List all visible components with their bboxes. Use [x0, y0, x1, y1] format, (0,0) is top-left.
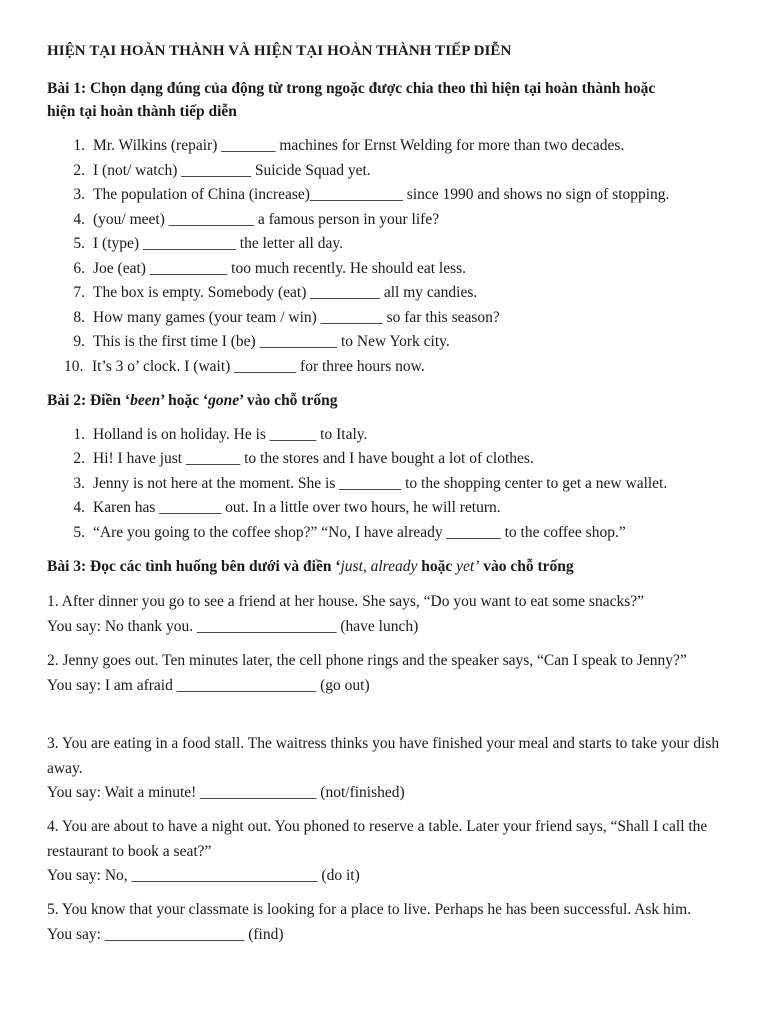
- exercise-3-heading: Bài 3: Đọc các tình huống bên dưới và điền ‘just, already hoặc yet’ vào chỗ trống: [47, 558, 574, 575]
- situation-1: [47, 590, 727, 639]
- situation-answer: You say: I am afraid __________________ (go out): [47, 676, 370, 694]
- situation-question: 1. After dinner you go to see a friend at her house. She says, “Do you want to eat some snacks?”: [47, 593, 645, 610]
- situation-answer: You say: No thank you. __________________ (have lunch): [47, 617, 419, 635]
- page-title: HIỆN TẠI HOÀN THÀNH VÀ HIỆN TẠI HOÀN THÀNH TIẾP DIỄN: [47, 43, 512, 59]
- situation-answer: You say: Wait a minute! _______________ (not/finished): [47, 784, 405, 801]
- situation-question: 3. You are eating in a food stall. The waitress thinks you have finished your meal and starts to take your dish away.: [47, 735, 720, 777]
- exercise-1-heading-line1: Bài 1: Chọn dạng đúng của động từ trong ngoặc được chia theo thì hiện tại hoàn thành hoặc: [47, 80, 656, 97]
- situation-4: [47, 815, 727, 889]
- situation-question: 5. You know that your classmate is looking for a place to live. Perhaps he has been successful. Ask him.: [47, 901, 691, 918]
- worksheet-page: HIỆN TẠI HOÀN THÀNH VÀ HIỆN TẠI HOÀN THÀNH TIẾP DIỄN Bài 1: Chọn dạng đúng của động từ trong ngoặc được chia theo thì hiện tại hoàn thành hoặc hiện tại hoàn thành tiếp diễn 1. Mr. Wilkins (repair) _______ machines for Ernst Welding for more than two decades. 2. I (not/ watch) _________ Suicide Squad yet. 3. The population of China (increase)____________ since 1990 and shows no sign of stopping. 4. (you/ meet) ___________ a famous person in your life? 5. I (type) ____________ the letter all day. 6. Joe (eat) __________ too much recently. He should eat less. 7. The box is empty. Somebody (eat) _________ all my candies. 8. How many games (your team / win) ________ so far this season? 9. This is the first time I (be) __________ to New York city. 10. It’s 3 o’ clock. I (wait) ________ for three hours now. Bài 2: Điền ‘been’ hoặc ‘gone’ vào chỗ trống 1. Holland is on holiday. He is ______ to Italy. 2. Hi! I have just _______ to the stores and I have bought a lot of clothes. 3. Jenny is not here at the moment. She is ________ to the shopping center to get a new wallet. 4. Karen has ________ out. In a little over two hours, he will return. 5. “Are you going to the coffee shop?” “No, I have already _______ to the coffee shop.” Bài 3: Đọc các tình huống bên dưới và điền ‘just, already hoặc yet’ vào chỗ trống 1. After dinner you go to see a friend at her house. She says, “Do you want to eat some snacks?” You say: No thank you. __________________ (have lunch) 2. Jenny goes out. Ten minutes later, the cell phone rings and the speaker says, “Can I speak to Jenny?” You say: I am afraid __________________ (go out) 3. You are eating in a food stall. The waitress thinks you have finished your meal and starts to take your dish away. You say: Wait a minute! _______________ (not/finished) 4. You are about to have a night out. You phoned to reserve a table. Later your friend says, “Shall I call the restaurant to book a seat?” You say: No, ________________________ (do it) 5. You know that your classmate is looking for a place to live. Perhaps he has been successful. Ask him. You say: __________________ (find): [0, 0, 768, 1024]
- yet-word: yet’: [456, 558, 480, 575]
- exercise-1-heading: [47, 77, 655, 123]
- exercise-1-heading-line2: hiện tại hoàn thành tiếp diễn: [47, 103, 237, 120]
- situation-5: [47, 898, 727, 947]
- situation-3: [47, 732, 727, 806]
- situation-question: 4. You are about to have a night out. You phoned to reserve a table. Later your friend says, “Shall I call the restaurant to book a seat?”: [47, 818, 708, 860]
- been-word: been: [130, 392, 161, 409]
- situation-answer: You say: No, ________________________ (do it): [47, 867, 360, 884]
- gone-word: gone: [208, 392, 240, 409]
- situation-answer: You say: __________________ (find): [47, 925, 284, 943]
- situation-2: [47, 649, 727, 698]
- situation-question: 2. Jenny goes out. Ten minutes later, the cell phone rings and the speaker says, “Can I speak to Jenny?”: [47, 652, 687, 669]
- just-already-words: just, already: [340, 558, 418, 575]
- exercise-2-heading: Bài 2: Điền ‘been’ hoặc ‘gone’ vào chỗ trống: [47, 392, 338, 409]
